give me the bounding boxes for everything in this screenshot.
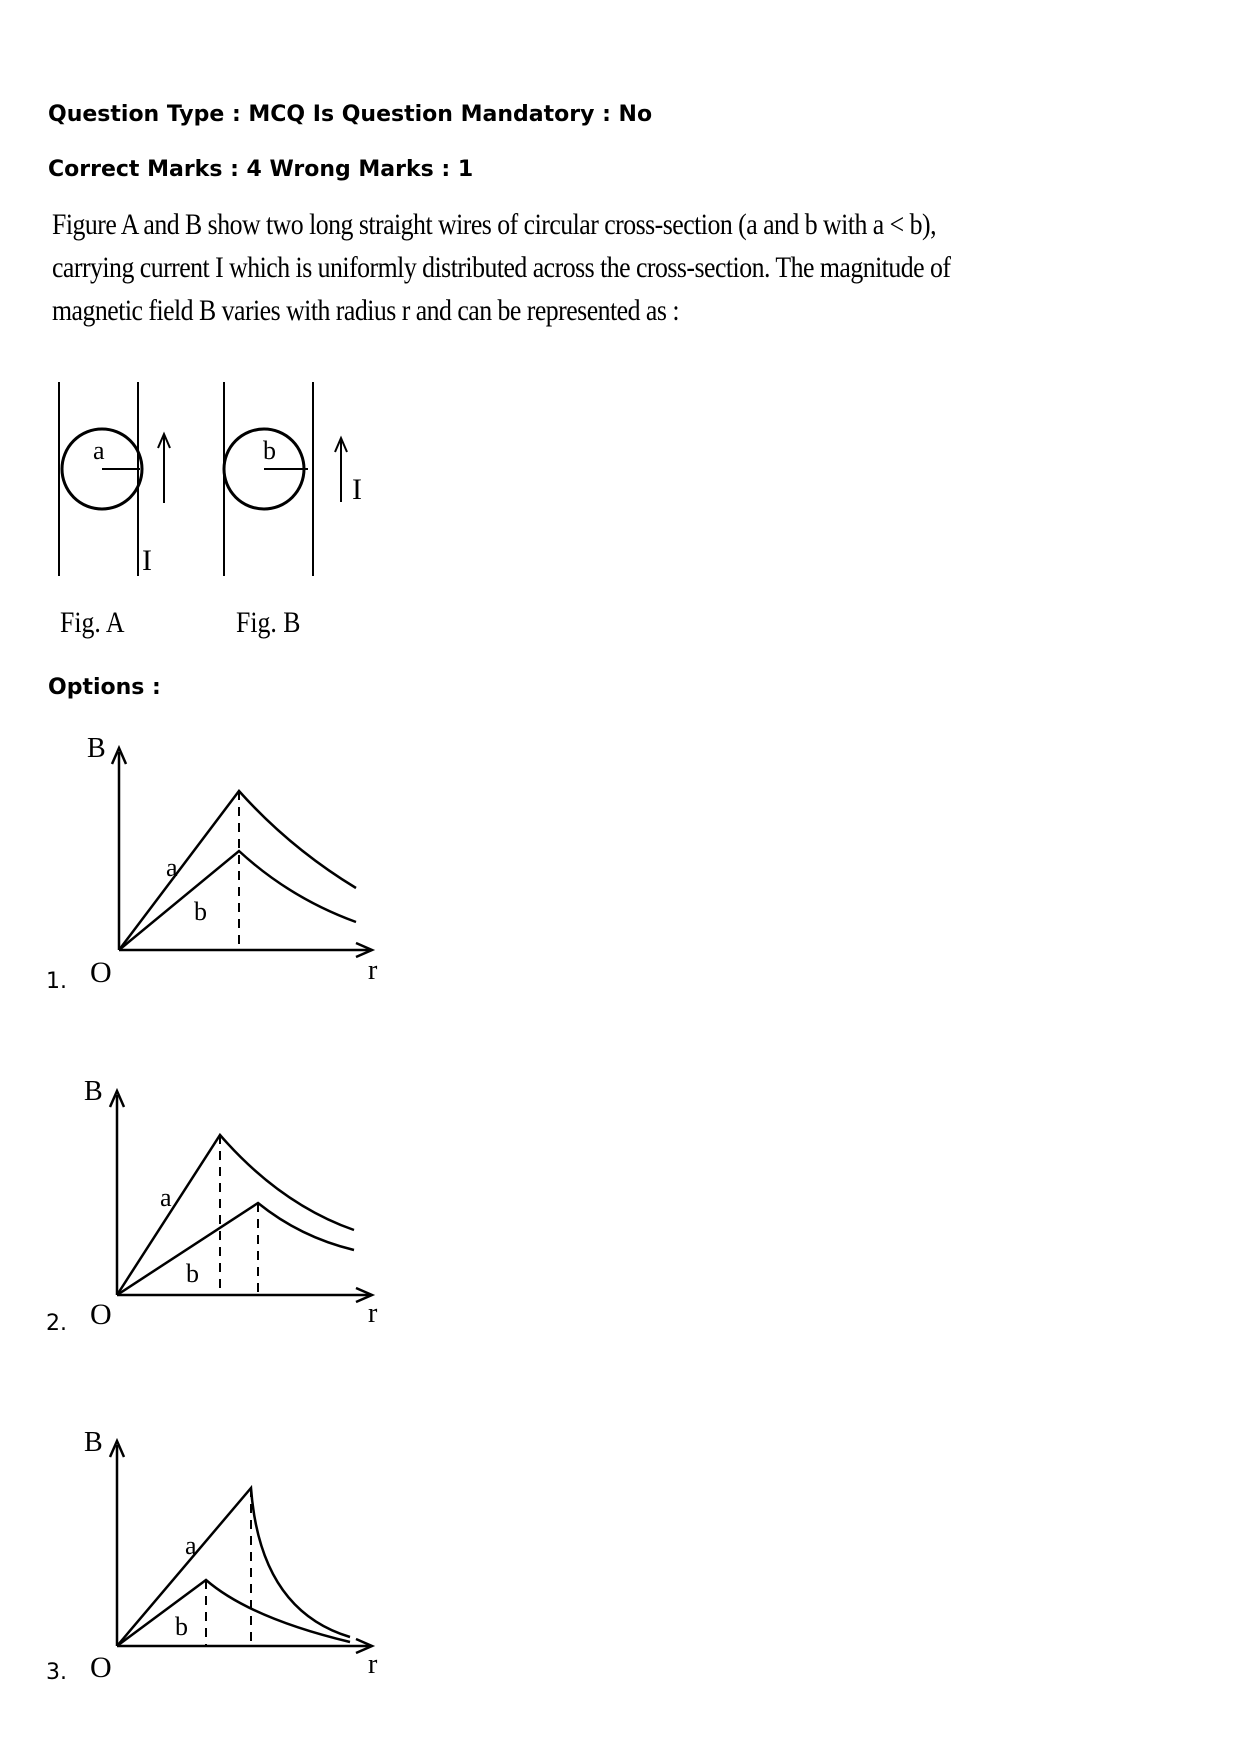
option-number-1[interactable]: 1. <box>46 969 67 994</box>
curve-b <box>117 1203 354 1295</box>
radius-label-b: b <box>263 436 276 465</box>
y-axis-label: B <box>84 1427 103 1458</box>
option-graph-3[interactable] <box>70 1420 400 1685</box>
question-text-line-2: carrying current I which is uniformly distributed across the cross-section. The magnitude of <box>52 251 951 284</box>
option-graph-2[interactable] <box>70 1070 400 1335</box>
wire-figures <box>0 370 420 660</box>
x-axis-label: r <box>368 1649 378 1680</box>
option-number-2[interactable]: 2. <box>46 1311 67 1336</box>
question-type-line: Question Type : MCQ Is Question Mandatory : No <box>48 102 653 127</box>
origin-label: O <box>90 1651 112 1684</box>
y-axis-label: B <box>87 733 106 764</box>
curve-label-a: a <box>166 853 178 882</box>
origin-label: O <box>90 1298 112 1331</box>
curve-label-a: a <box>185 1531 197 1560</box>
y-axis-label: B <box>84 1076 103 1107</box>
marks-line: Correct Marks : 4 Wrong Marks : 1 <box>48 157 474 182</box>
curve-a <box>117 1488 350 1646</box>
options-heading: Options : <box>48 675 161 700</box>
fig-a-caption: Fig. A <box>59 606 125 640</box>
x-axis-label: r <box>368 1298 378 1329</box>
origin-label: O <box>90 956 112 989</box>
option-number-3[interactable]: 3. <box>46 1660 67 1685</box>
curve-a <box>119 791 356 950</box>
curve-label-b: b <box>186 1259 199 1288</box>
radius-label-a: a <box>93 436 105 465</box>
question-text-line-1: Figure A and B show two long straight wires of circular cross-section (a and b with a < b), <box>52 208 937 241</box>
curve-label-b: b <box>175 1612 188 1641</box>
fig-b-caption: Fig. B <box>235 606 301 640</box>
curve-label-b: b <box>194 897 207 926</box>
figure-a <box>59 382 170 640</box>
curve-b <box>117 1580 350 1646</box>
x-axis-label: r <box>368 955 378 986</box>
question-text-line-3: magnetic field B varies with radius r and can be represented as : <box>52 294 679 327</box>
option-graph-1[interactable] <box>70 730 400 990</box>
curve-label-a: a <box>160 1183 172 1212</box>
current-label-b: I <box>352 473 362 506</box>
question-text <box>52 203 951 332</box>
figure-b <box>224 382 362 640</box>
current-label-a: I <box>142 544 152 577</box>
